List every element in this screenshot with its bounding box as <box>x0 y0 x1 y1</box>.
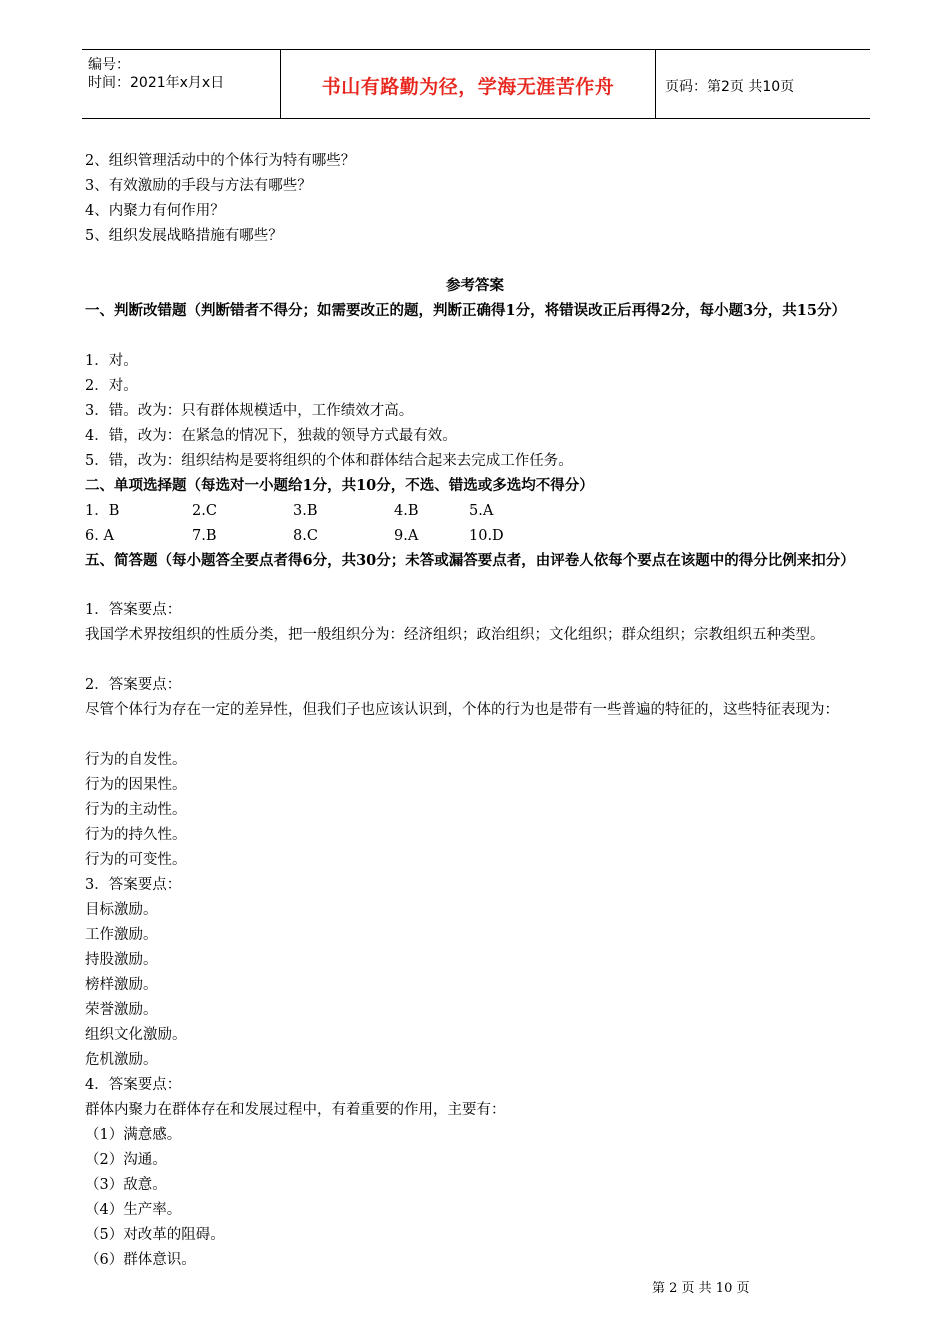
choice-answer: 4.B <box>394 503 419 519</box>
answer3-item: 荣誉激励。 <box>85 1002 158 1018</box>
answer4-item: （6）群体意识。 <box>85 1252 196 1268</box>
answer4-item: （4）生产率。 <box>85 1202 182 1218</box>
answer3-item: 危机激励。 <box>85 1052 158 1068</box>
question-2: 2、组织管理活动中的个体行为特有哪些？ <box>85 153 356 169</box>
choice-answer: 7.B <box>192 528 217 544</box>
answer4-text: 群体内聚力在群体存在和发展过程中，有着重要的作用，主要有： <box>85 1102 506 1118</box>
header-page-cell <box>655 50 870 118</box>
answer4-item: （3）敌意。 <box>85 1177 167 1193</box>
choice-answer: 6. A <box>85 528 114 544</box>
choice-answer: 5.A <box>469 503 494 519</box>
answer3-item: 持股激励。 <box>85 952 158 968</box>
section1-item-3: 3．错。改为：只有群体规模适中，工作绩效才高。 <box>85 403 414 419</box>
choice-answer: 2.C <box>192 503 217 519</box>
answer2-title: 2．答案要点： <box>85 677 182 693</box>
choice-answer: 3.B <box>293 503 318 519</box>
section1-item-1: 1．对。 <box>85 353 138 369</box>
answer1-title: 1．答案要点： <box>85 602 182 618</box>
answer2-item: 行为的可变性。 <box>85 852 187 868</box>
question-4: 4、内聚力有何作用？ <box>85 203 225 219</box>
choice-answer: 10.D <box>469 528 504 544</box>
document-time-label: 时间：2021年x月x日 <box>88 75 225 91</box>
answer4-item: （5）对改革的阻碍。 <box>85 1227 225 1243</box>
question-3: 3、有效激励的手段与方法有哪些？ <box>85 178 312 194</box>
page-header <box>82 49 870 119</box>
answer2-text: 尽管个体行为存在一定的差异性，但我们子也应该认识到，个体的行为也是带有一些普遍的特征的，这些特征表现为： <box>85 702 839 718</box>
answer2-item: 行为的自发性。 <box>85 752 187 768</box>
page-footer: 第 2 页 共 10 页 <box>652 1281 750 1296</box>
answer3-item: 组织文化激励。 <box>85 1027 187 1043</box>
answer4-item: （2）沟通。 <box>85 1152 167 1168</box>
section1-item-2: 2．对。 <box>85 378 138 394</box>
document-number-label: 编号： <box>88 57 130 73</box>
choice-answer: 9.A <box>394 528 419 544</box>
answer2-item: 行为的因果性。 <box>85 777 187 793</box>
choice-answer: 8.C <box>293 528 318 544</box>
section1-item-4: 4．错，改为：在紧急的情况下，独裁的领导方式最有效。 <box>85 428 457 444</box>
answer2-item: 行为的持久性。 <box>85 827 187 843</box>
header-meta <box>82 50 280 118</box>
section1-heading: 一、判断改错题（判断错者不得分；如需要改正的题，判断正确得1分，将错误改正后再得2分，每小题3分，共15分） <box>85 302 846 319</box>
answers-title: 参考答案 <box>446 277 504 294</box>
header-motto: 书山有路勤为径，学海无涯苦作舟 <box>321 76 615 98</box>
answer2-item: 行为的主动性。 <box>85 802 187 818</box>
header-page-code: 页码：第2页 共10页 <box>665 79 795 95</box>
answer1-text: 我国学术界按组织的性质分类，把一般组织分为：经济组织；政治组织；文化组织；群众组织；宗教组织五种类型。 <box>85 627 825 643</box>
header-motto-cell <box>280 50 656 118</box>
answer3-item: 工作激励。 <box>85 927 158 943</box>
section1-item-5: 5．错，改为：组织结构是要将组织的个体和群体结合起来去完成工作任务。 <box>85 453 573 469</box>
section5-heading: 五、简答题（每小题答全要点者得6分，共30分；未答或漏答要点者，由评卷人依每个要点在该题中的得分比例来扣分） <box>85 552 855 569</box>
section2-heading: 二、单项选择题（每选对一小题给1分，共10分，不选、错选或多选均不得分） <box>85 477 594 494</box>
choice-answer: 1．B <box>85 503 120 519</box>
answer3-item: 榜样激励。 <box>85 977 158 993</box>
question-5: 5、组织发展战略措施有哪些？ <box>85 228 283 244</box>
answer4-item: （1）满意感。 <box>85 1127 182 1143</box>
answer3-title: 3．答案要点： <box>85 877 182 893</box>
answer3-item: 目标激励。 <box>85 902 158 918</box>
answer4-title: 4．答案要点： <box>85 1077 182 1093</box>
